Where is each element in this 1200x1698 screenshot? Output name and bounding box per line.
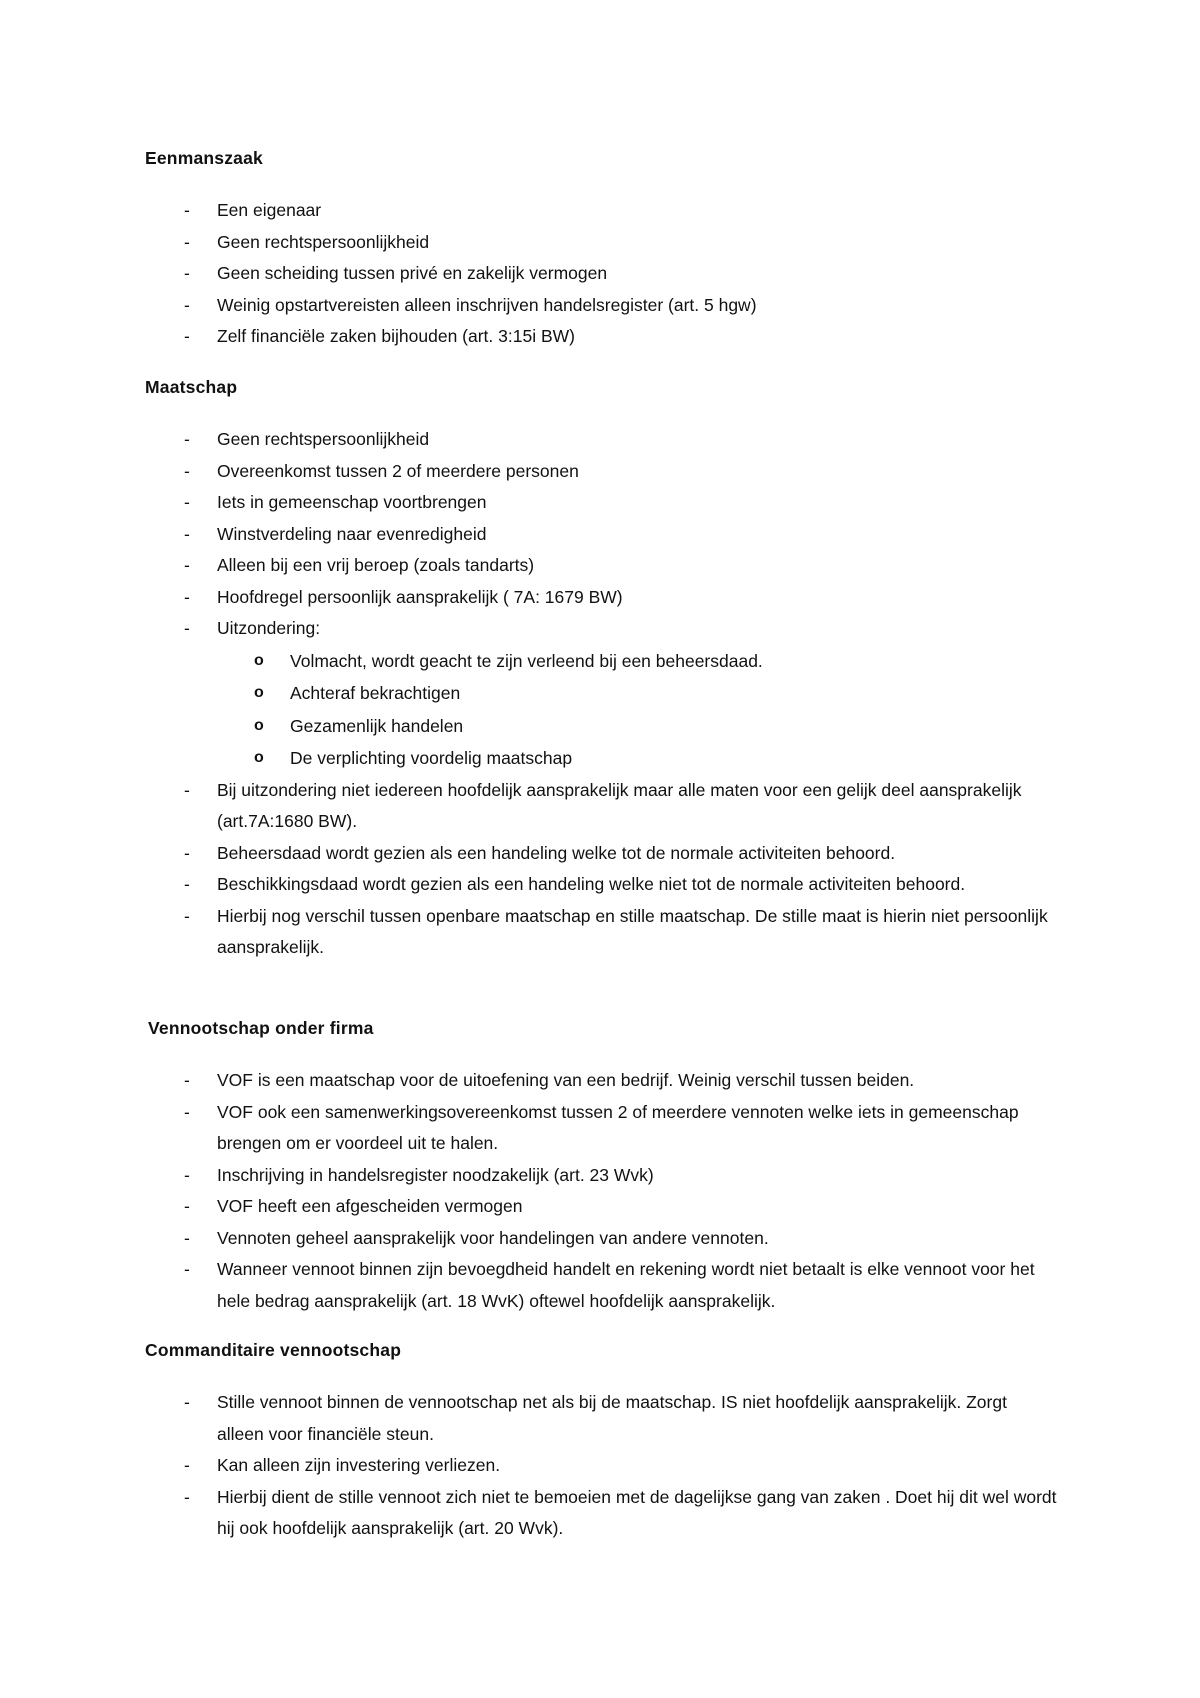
dash-bullet: - (184, 294, 190, 315)
dash-bullet: - (184, 618, 190, 638)
list-item: - Kan alleen zijn investering verliezen. (0, 1450, 1200, 1482)
list-item: - VOF is een maatschap voor de uitoefening van een bedrijf. Weinig verschil tussen beiden. (0, 1065, 1200, 1097)
list-item: - VOF ook een samenwerkingsovereenkomst tussen 2 of meerdere vennoten welke iets in gemeenschap brengen om er voordeel uit te halen. (0, 1097, 1200, 1160)
list-item: - Beheersdaad wordt gezien als een handeling welke tot de normale activiteiten behoord. (0, 838, 1200, 870)
dash-bullet: - (184, 429, 190, 449)
dash-bullet: - (184, 231, 190, 252)
dash-bullet: - (184, 1164, 190, 1185)
dash-bullet: - (184, 1455, 190, 1475)
list-item: - Vennoten geheel aansprakelijk voor handelingen van andere vennoten. (0, 1223, 1200, 1255)
circle-bullet-icon: o (254, 716, 264, 734)
dash-bullet: - (184, 1101, 190, 1122)
bullet-list (0, 1065, 1200, 1317)
list-item: - Hoofdregel persoonlijk aansprakelijk ( 7A: 1679 BW) (0, 582, 1200, 614)
dash-bullet: - (184, 1196, 190, 1216)
dash-bullet: - (184, 200, 190, 220)
bullet-list (0, 424, 1200, 964)
section-heading: Maatschap (145, 377, 238, 397)
dash-bullet: - (184, 263, 190, 283)
dash-bullet: - (184, 492, 190, 512)
list-item: - Uitzondering: o Volmacht, wordt geacht te zijn verleend bij een beheersdaad. o Achteraf bekrachtigen o Gezamenlijk handelen o De verplichting voordelig maatschap (0, 613, 1200, 775)
list-item: - Geen scheiding tussen privé en zakelijk vermogen (0, 258, 1200, 290)
list-item: - VOF heeft een afgescheiden vermogen (0, 1191, 1200, 1223)
dash-bullet: - (184, 779, 190, 800)
dash-bullet: - (184, 1392, 190, 1412)
list-item: - Iets in gemeenschap voortbrengen (0, 487, 1200, 519)
list-item: - Winstverdeling naar evenredigheid (0, 519, 1200, 551)
sub-list (0, 645, 1200, 775)
dash-bullet: - (184, 1259, 190, 1279)
list-item: - Geen rechtspersoonlijkheid (0, 424, 1200, 456)
list-item: - Weinig opstartvereisten alleen inschrijven handelsregister (art. 5 hgw) (0, 290, 1200, 322)
circle-bullet-icon: o (254, 651, 264, 669)
list-item: - Een eigenaar (0, 195, 1200, 227)
sub-list-item: o Volmacht, wordt geacht te zijn verleend bij een beheersdaad. (0, 645, 1200, 678)
list-item: - Wanneer vennoot binnen zijn bevoegdheid handelt en rekening wordt niet betaalt is elke vennoot voor het hele bedrag aansprakelijk (art. 18 WvK) oftewel hoofdelijk aansprakelijk. (0, 1254, 1200, 1317)
dash-bullet: - (184, 523, 190, 544)
dash-bullet: - (184, 555, 190, 575)
list-item: - Hierbij nog verschil tussen openbare maatschap en stille maatschap. De stille maat is hierin niet persoonlijk aansprakelijk. (0, 901, 1200, 964)
section-heading: Commanditaire vennootschap (145, 1340, 402, 1360)
circle-bullet-icon: o (254, 749, 264, 766)
list-item: - Geen rechtspersoonlijkheid (0, 227, 1200, 259)
dash-bullet: - (184, 905, 190, 926)
dash-bullet: - (184, 1070, 190, 1090)
section-heading: Eenmanszaak (145, 148, 263, 168)
sub-list-item: o Gezamenlijk handelen (0, 710, 1200, 743)
dash-bullet: - (184, 842, 190, 863)
dash-bullet: - (184, 460, 190, 481)
dash-bullet: - (184, 1486, 190, 1507)
bullet-list (0, 195, 1200, 353)
dash-bullet: - (184, 1227, 190, 1248)
sub-list-item: o Achteraf bekrachtigen (0, 677, 1200, 710)
dash-bullet: - (184, 586, 190, 607)
list-item: - Bij uitzondering niet iedereen hoofdelijk aansprakelijk maar alle maten voor een gelijk deel aansprakelijk (art.7A:1680 BW). (0, 775, 1200, 838)
list-item: - Overeenkomst tussen 2 of meerdere personen (0, 456, 1200, 488)
list-item: - Stille vennoot binnen de vennootschap net als bij de maatschap. IS niet hoofdelijk aansprakelijk. Zorgt alleen voor financiële steun. (0, 1387, 1200, 1450)
list-item: - Inschrijving in handelsregister noodzakelijk (art. 23 Wvk) (0, 1160, 1200, 1192)
bullet-list (0, 1387, 1200, 1545)
list-item: - Beschikkingsdaad wordt gezien als een handeling welke niet tot de normale activiteiten behoord. (0, 869, 1200, 901)
list-item: - Hierbij dient de stille vennoot zich niet te bemoeien met de dagelijkse gang van zaken . Doet hij dit wel wordt hij ook hoofdelijk aansprakelijk (art. 20 Wvk). (0, 1482, 1200, 1545)
list-item: - Alleen bij een vrij beroep (zoals tandarts) (0, 550, 1200, 582)
dash-bullet: - (184, 874, 190, 894)
list-item: - Zelf financiële zaken bijhouden (art. 3:15i BW) (0, 321, 1200, 353)
circle-bullet-icon: o (254, 684, 264, 701)
dash-bullet: - (184, 326, 190, 346)
section-heading: Vennootschap onder firma (148, 1018, 374, 1038)
sub-list-item: o De verplichting voordelig maatschap (0, 742, 1200, 775)
